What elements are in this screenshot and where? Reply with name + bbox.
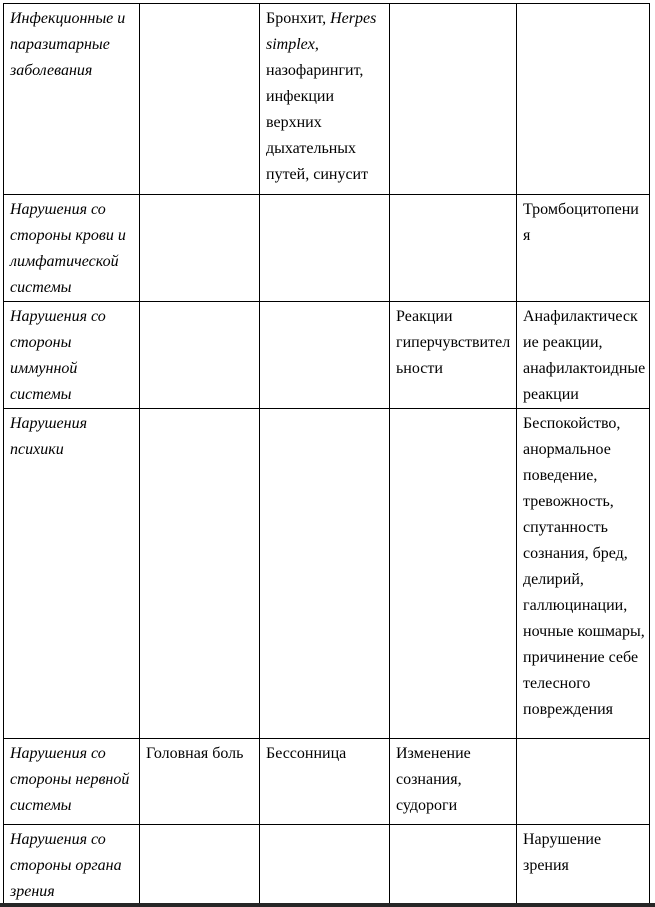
table-cell [517,409,650,739]
cell-text: Инфекционные и паразитарные заболевания [10,10,126,79]
cell-text: Нарушения со стороны органа зрения [10,831,122,900]
cell-text: Бронхит, [266,10,331,27]
cell-text: , назофарингит, инфекции верхних дыхательных путей, синусит [266,36,369,183]
table-cell [4,825,140,906]
table-cell [4,302,140,409]
table-cell [140,195,260,302]
cell-text: Нарушение зрения [523,831,602,874]
table-cell [260,4,390,195]
cell-text: Нарушения со стороны нервной системы [10,745,130,814]
table-cell [517,4,650,195]
cell-text: Изменение сознания, судороги [396,745,471,814]
table-cell [390,195,517,302]
table-cell [140,409,260,739]
table-cell [390,825,517,906]
table-cell [140,739,260,825]
table-cell [4,739,140,825]
table-cell [140,825,260,906]
table-cell [390,739,517,825]
table-cell [4,195,140,302]
adverse-reactions-table [3,3,650,906]
cell-text: Тромбоцитопения [523,201,639,244]
table-cell [390,409,517,739]
table-cell [140,302,260,409]
table-cell [140,4,260,195]
cell-text: Головная боль [146,745,244,762]
cell-text: Herpes simplex [266,10,377,53]
table-cell [390,4,517,195]
cell-text: Нарушения со стороны иммунной системы [10,308,106,403]
next-row-edge-strip [0,903,655,907]
cell-text: Беспокойство, анормальное поведение, тревожность, спутанность сознания, бред, делирий, галлюцинации, ночные кошмары, причинение себе телесного повреждения [523,415,645,718]
table-row [4,195,650,302]
table-cell [517,825,650,906]
cell-text: Бессонница [266,745,347,762]
cell-text: Нарушения психики [10,415,87,458]
table-cell [517,739,650,825]
table-row [4,825,650,906]
table-row [4,302,650,409]
cell-text: Анафилактические реакции, анафилактоидные реакции [523,308,646,403]
table-cell [390,302,517,409]
table-row [4,4,650,195]
cell-text: Нарушения со стороны крови и лимфатической системы [10,201,126,296]
table-cell [517,195,650,302]
table-cell [517,302,650,409]
table-row [4,739,650,825]
table-cell [260,195,390,302]
table-body [4,4,650,906]
cell-text: Реакции гиперчувствительности [396,308,511,377]
table-cell [4,409,140,739]
table-cell [260,409,390,739]
table-cell [4,4,140,195]
table-cell [260,825,390,906]
table-cell [260,302,390,409]
table-cell [260,739,390,825]
table-row [4,409,650,739]
